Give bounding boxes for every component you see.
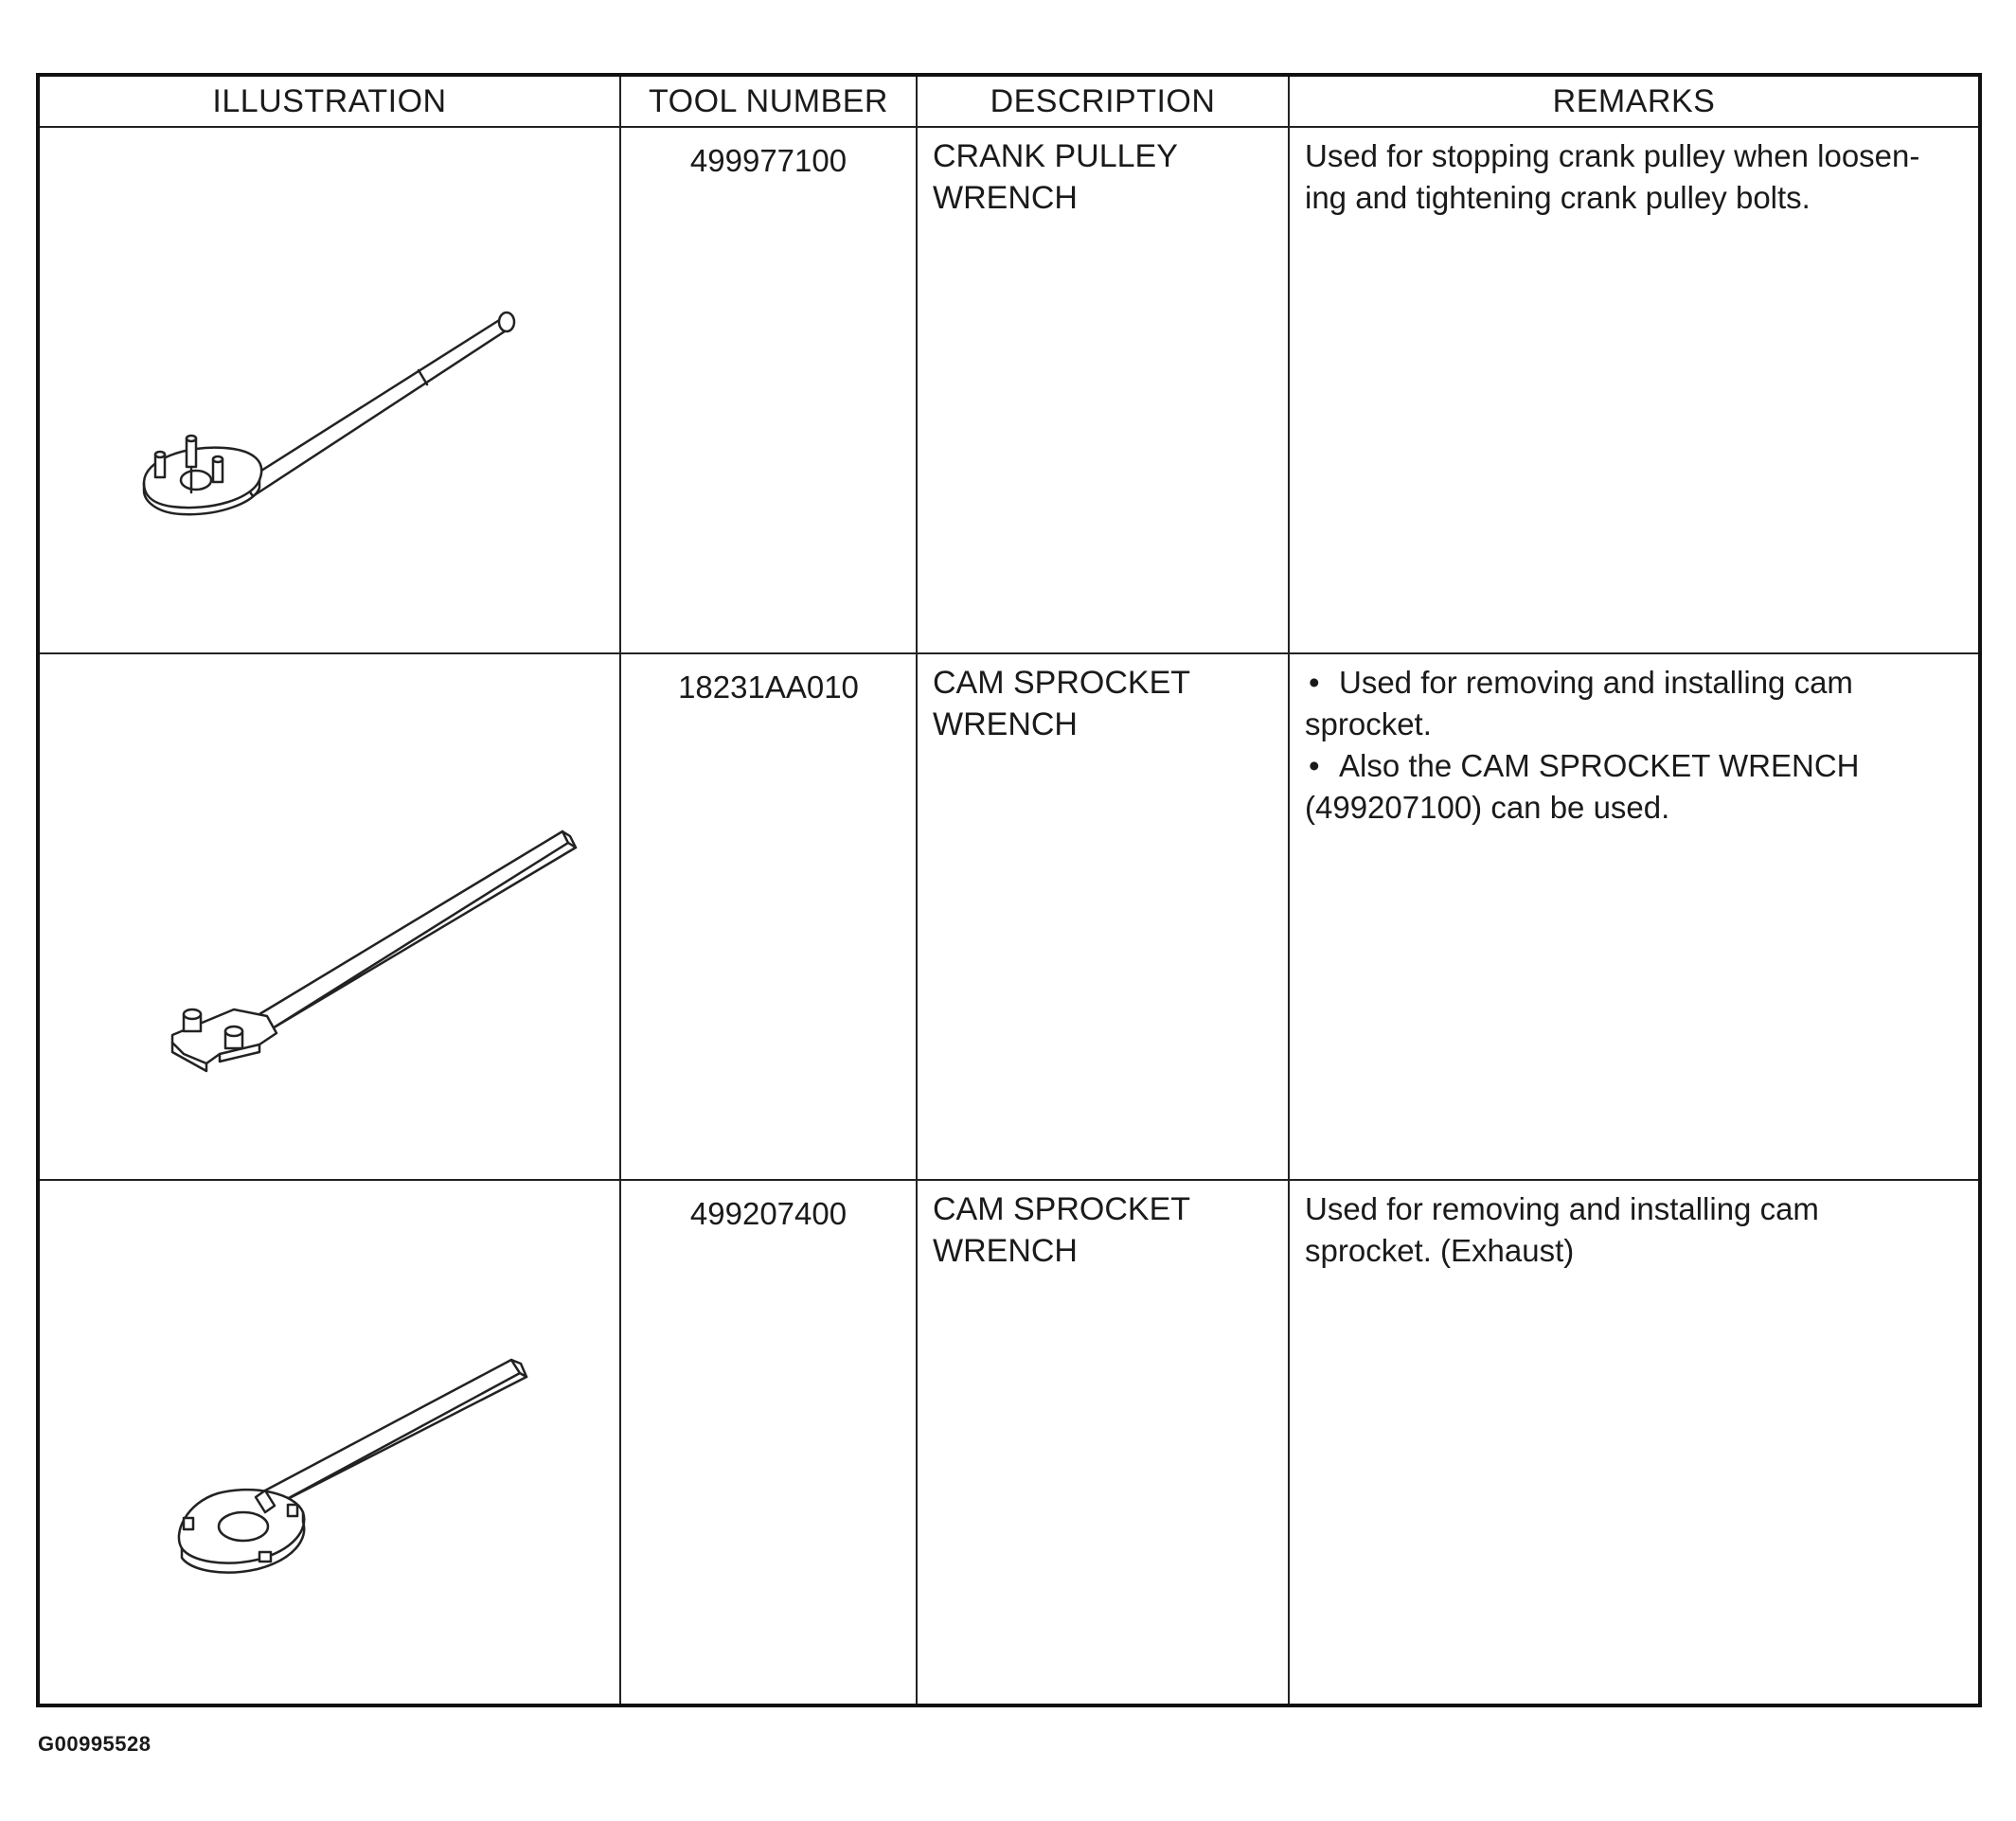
table-header-row [40, 77, 1978, 127]
bullet-marker: • [1309, 748, 1320, 783]
illustration-cell [40, 653, 620, 1180]
remarks-line: Also the CAM SPROCKET WRENCH [1339, 748, 1860, 783]
description-line: WRENCH [933, 180, 1078, 216]
table-row [40, 127, 1978, 653]
tool-number: 499207400 [620, 1180, 917, 1704]
tool-description [917, 1180, 1289, 1704]
remarks-line: sprocket. (Exhaust) [1305, 1233, 1575, 1268]
header-description: DESCRIPTION [917, 77, 1289, 127]
tool-description [917, 653, 1289, 1180]
description-line: CRANK PULLEY [933, 138, 1178, 174]
description-line: WRENCH [933, 1233, 1078, 1269]
header-remarks: REMARKS [1289, 77, 1978, 127]
remarks-line: Used for removing and installing cam [1339, 665, 1853, 700]
bullet-marker: • [1309, 665, 1320, 700]
remarks-bullet [1305, 662, 1959, 745]
description-line: CAM SPROCKET [933, 665, 1191, 701]
illustration-cell [40, 1180, 620, 1704]
cam-sprocket-wrench-icon [40, 654, 618, 1175]
remarks-line: sprocket. [1305, 706, 1432, 741]
remarks-line: Used for removing and installing cam [1305, 1191, 1819, 1226]
illustration-cell [40, 127, 620, 653]
crank-pulley-wrench-icon [40, 128, 618, 649]
header-illustration: ILLUSTRATION [40, 77, 620, 127]
description-line: WRENCH [933, 706, 1078, 742]
header-tool-number: TOOL NUMBER [620, 77, 917, 127]
cam-sprocket-wrench-exhaust-icon [40, 1181, 618, 1702]
special-tools-table-frame [36, 73, 1982, 1707]
description-line: CAM SPROCKET [933, 1191, 1191, 1227]
remarks-line: (499207100) can be used. [1305, 790, 1670, 825]
table-row [40, 1180, 1978, 1704]
tool-description [917, 127, 1289, 653]
tool-number: 499977100 [620, 127, 917, 653]
remarks-line: ing and tightening crank pulley bolts. [1305, 180, 1811, 215]
tool-remarks [1289, 1180, 1978, 1704]
special-tools-table [40, 77, 1978, 1704]
tool-number: 18231AA010 [620, 653, 917, 1180]
figure-id: G00995528 [38, 1732, 152, 1756]
table-row [40, 653, 1978, 1180]
remarks-line: Used for stopping crank pulley when loosen- [1305, 138, 1920, 173]
tool-remarks [1289, 127, 1978, 653]
remarks-bullet [1305, 745, 1959, 829]
tool-remarks [1289, 653, 1978, 1180]
